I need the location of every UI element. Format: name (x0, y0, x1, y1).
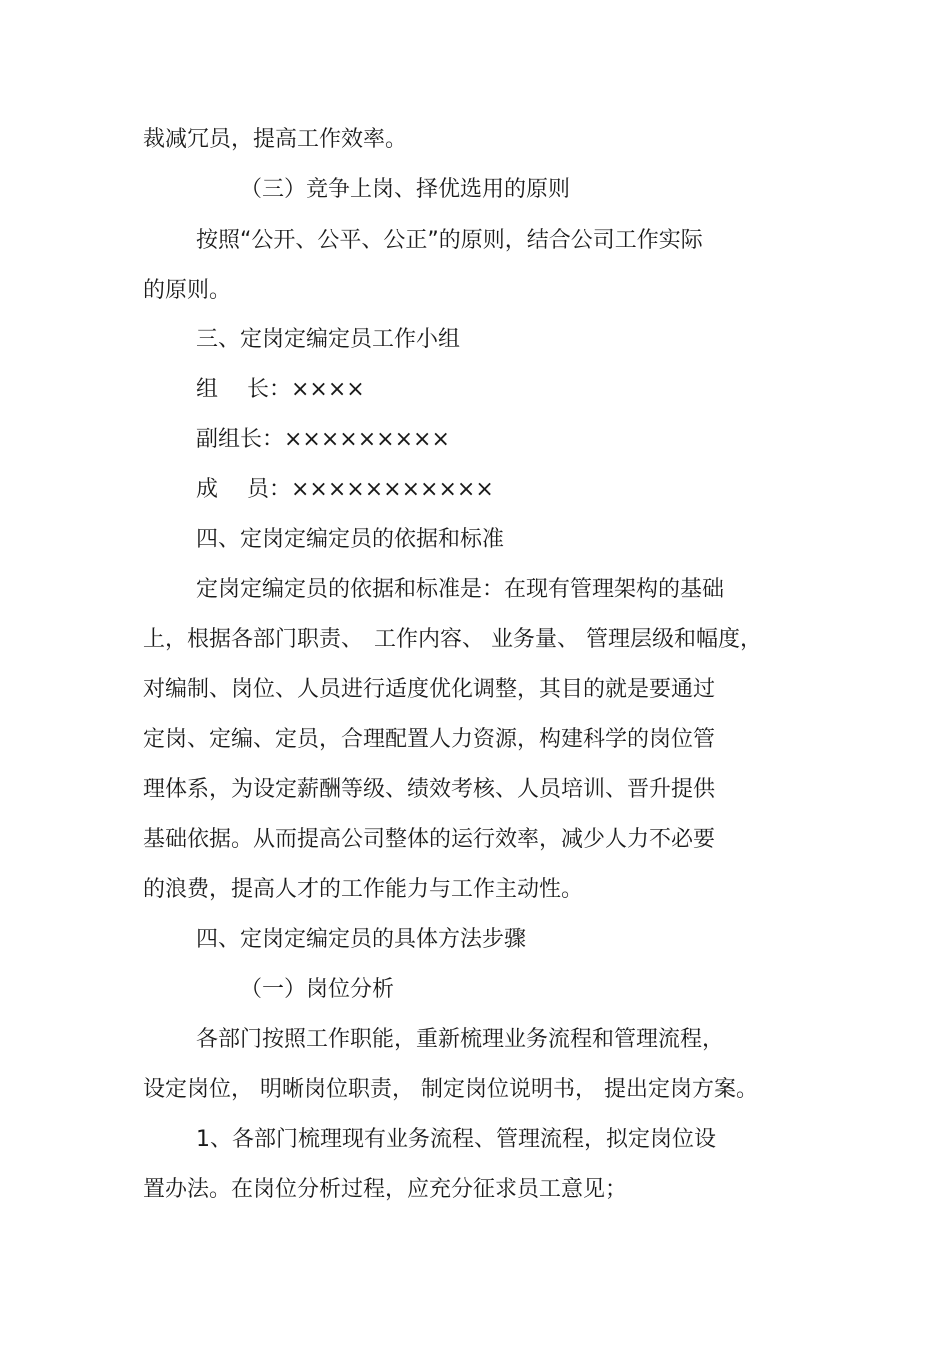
text-line: 成 员：××××××××××× (196, 477, 494, 502)
text-line: 对编制、岗位、人员进行适度优化调整，其目的就是要通过 (143, 677, 716, 702)
text-line: 理体系，为设定薪酬等级、绩效考核、人员培训、晋升提供 (143, 777, 716, 802)
text-line: 按照“公开、公平、公正”的原则，结合公司工作实际 (196, 228, 703, 253)
section-heading: （一）岗位分析 (240, 977, 395, 1002)
section-heading: （三）竞争上岗、择优选用的原则 (240, 177, 571, 202)
text-line: 基础依据。从而提高公司整体的运行效率，减少人力不必要 (143, 827, 716, 852)
section-heading: 四、定岗定编定员的依据和标准 (196, 527, 505, 552)
text-line: 定岗、定编、定员，合理配置人力资源，构建科学的岗位管 (143, 727, 716, 752)
text-line: 组 长：×××× (196, 377, 365, 402)
text-line: 设定岗位， 明晰岗位职责， 制定岗位说明书， 提出定岗方案。 (143, 1077, 758, 1102)
text-line: 置办法。在岗位分析过程，应充分征求员工意见； (143, 1177, 628, 1202)
text-line: 的原则。 (143, 278, 232, 303)
text-line: 副组长：××××××××× (196, 427, 450, 452)
text-line: 各部门按照工作职能，重新梳理业务流程和管理流程， (196, 1027, 725, 1052)
section-heading: 四、定岗定编定员的具体方法步骤 (196, 927, 527, 952)
text-line: 裁减冗员，提高工作效率。 (143, 127, 408, 152)
text-line: 上，根据各部门职责、 工作内容、 业务量、 管理层级和幅度， (143, 627, 762, 652)
section-heading: 三、定岗定编定员工作小组 (196, 327, 461, 352)
text-line: 1、各部门梳理现有业务流程、管理流程，拟定岗位设 (196, 1127, 716, 1152)
text-line: 定岗定编定员的依据和标准是：在现有管理架构的基础 (196, 577, 725, 602)
text-line: 的浪费，提高人才的工作能力与工作主动性。 (143, 877, 584, 902)
